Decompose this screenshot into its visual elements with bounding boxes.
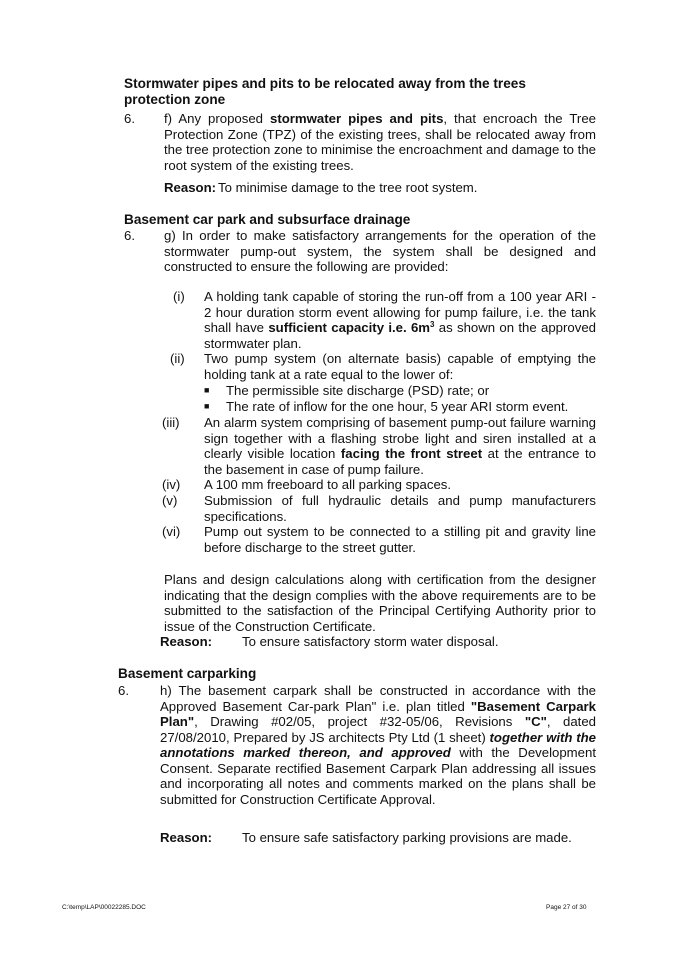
reason-label: Reason: [164,180,217,195]
item-text: Submission of full hydraulic details and pump manufacturers specifications. [204,493,596,524]
condition-h-text: h) The basement carpark shall be constructed in accordance with the Approved Basement Car-park Plan" i.e. plan titled "Basement Carpark Plan", Drawing #02/05, project #32-05/06, Revisions "C", dated 27/08/2010, Prepared by JS architects Pty Ltd (1 sheet) together with the annotations marked thereon, and approved with the Development Consent. Separate rectified Basement Carpark Plan addressing all issues and incorporating all notes and comments marked on the plans shall be submitted for Construction Certificate Approval. [160,683,597,807]
bold-phrase: "C" [524,714,547,729]
reason-text: To ensure satisfactory storm water disposal. [242,634,499,649]
bold-phrase: "Basement Carpark Plan" [160,698,596,729]
reason-label: Reason: [160,830,213,845]
bullet-item: ■ The rate of inflow for the one hour, 5 year ARI storm event. [204,399,569,414]
footer-page-number: Page 27 of 30 [546,904,587,911]
item-text: A holding tank capable of storing the run-off from a 100 year ARI - 2 hour duration storm event allowing for pump failure, i.e. the tank shall have sufficient capacity i.e. $6m^3$ as shown on the approved stormwater plan. [204,289,597,351]
item-text: Pump out system to be connected to a stilling pit and gravity line before discharge to the street gutter. [204,524,596,555]
item-label: (iv) [162,477,181,492]
item-label: (i) [173,289,185,304]
bold-phrase: stormwater pipes and pits [270,111,444,126]
condition-number: 6. [118,683,129,698]
bold-italic-phrase: together with the annotations marked thereon, and approved [160,729,597,760]
reason-h [160,830,572,846]
item-label: (v) [162,493,178,508]
reason-text: To ensure safe satisfactory parking provisions are made. [242,830,572,845]
bullet-item: ■ The permissible site discharge (PSD) rate; or [204,383,490,398]
heading-basement-carparking: Basement carparking [118,666,257,681]
reason-f [164,180,477,196]
bold-phrase: sufficient capacity i.e. $6m^3$ [268,320,435,335]
condition-number: 6. [124,111,135,126]
heading-stormwater-pipes: Stormwater pipes and pits to be relocated away from the trees protection zone [124,76,526,107]
bullet-icon: ■ [204,385,210,395]
item-label: (iii) [162,415,180,430]
condition-g-intro: g) In order to make satisfactory arrangements for the operation of the stormwater pump-out system, the system shall be designed and constructed to ensure the following are provided: [164,228,596,274]
bold-phrase: facing the front street [340,446,483,461]
condition-g-closing: Plans and design calculations along with certification from the designer indicating that the design complies with the above requirements are to be submitted to the satisfaction of the Principal Certifying Authority prior to issue of the Construction Certificate. [164,572,596,634]
item-text: Two pump system (on alternate basis) capable of emptying the holding tank at a rate equal to the lower of: [204,351,596,382]
item-text: A 100 mm freeboard to all parking spaces. [204,477,452,492]
reason-g [160,634,499,650]
reason-text: To minimise damage to the tree root system. [218,180,478,195]
item-text: An alarm system comprising of basement pump-out failure warning sign together with a flashing strobe light and siren installed at a clearly visible location facing the front street at the entrance to the basement in case of pump failure. [204,415,596,477]
condition-number: 6. [124,228,135,243]
condition-f-text: f) Any proposed stormwater pipes and pits, that encroach the Tree Protection Zone (TPZ) of the existing trees, shall be relocated away from the tree protection zone to minimise the encroachment and damage to the root system of the existing trees. [164,111,596,173]
item-label: (ii) [170,351,185,366]
item-label: (vi) [162,524,181,539]
footer-file-path: C:\temp\LAP\00022285.DOC [62,904,146,911]
bullet-icon: ■ [204,401,210,411]
heading-basement-drainage: Basement car park and subsurface drainage [124,212,411,227]
reason-label: Reason: [160,634,213,649]
